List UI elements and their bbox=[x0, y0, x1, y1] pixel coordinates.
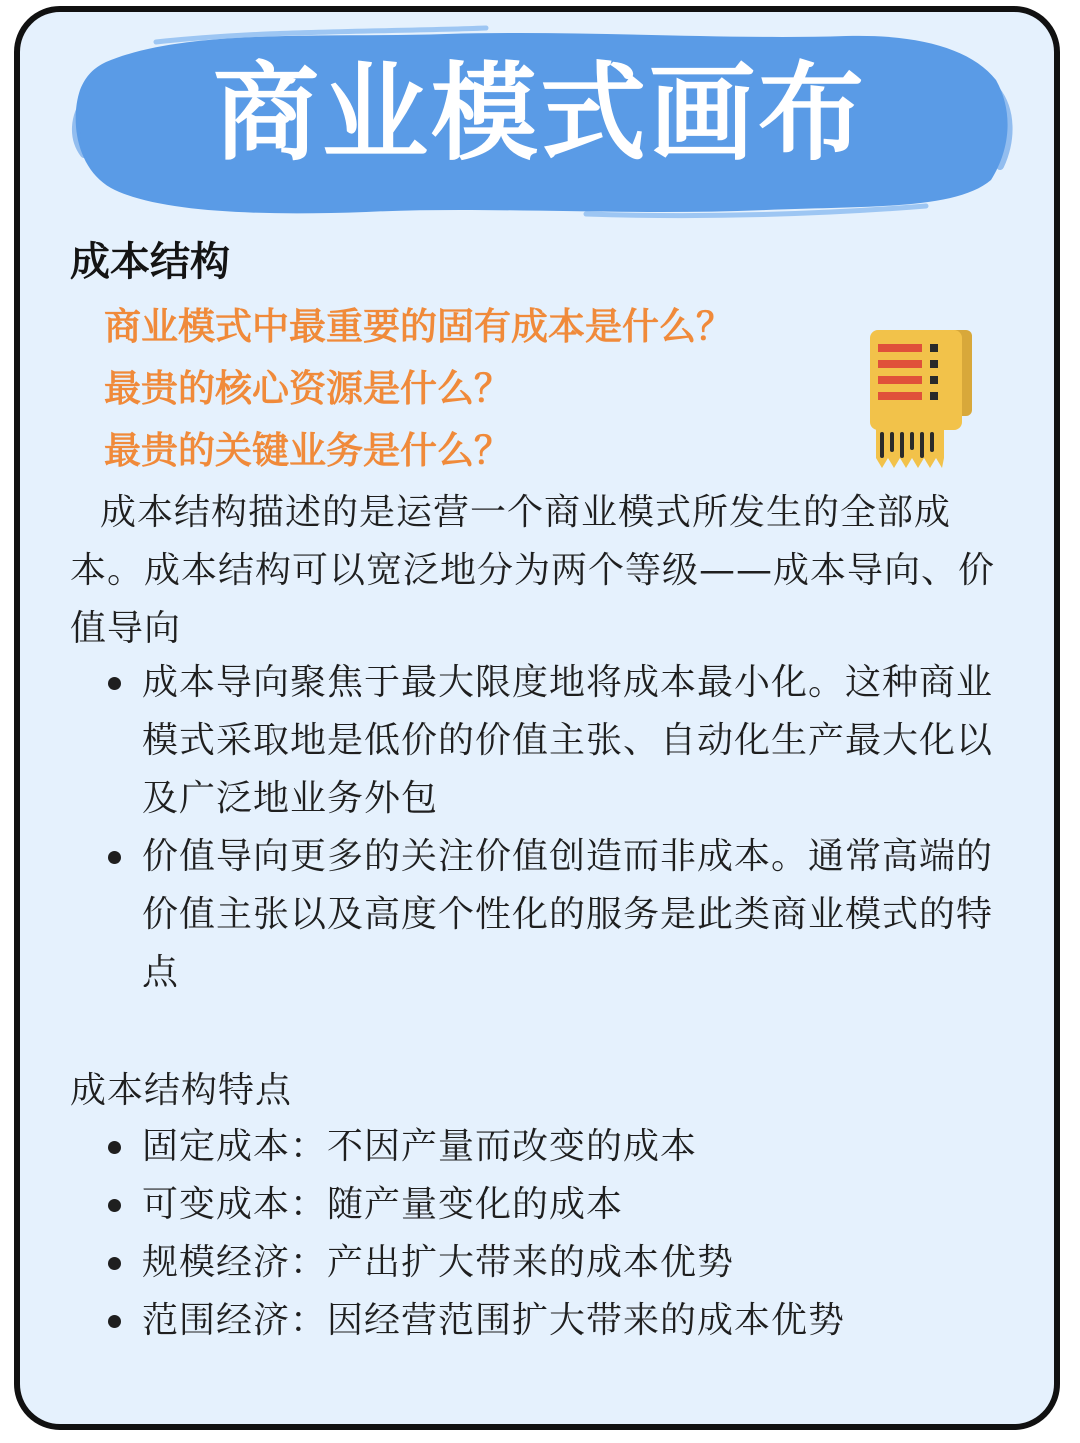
orientation-bullet-list bbox=[70, 654, 1014, 1002]
question-item: 最贵的关键业务是什么？ bbox=[104, 429, 511, 472]
bullet-dot-icon bbox=[108, 1257, 121, 1270]
list-item bbox=[70, 1234, 1014, 1292]
title-banner bbox=[66, 20, 1014, 220]
bullet-dot-icon bbox=[108, 851, 121, 864]
features-heading: 成本结构特点 bbox=[70, 1070, 293, 1111]
bullet-dot-icon bbox=[108, 1315, 121, 1328]
list-item-text: 成本导向聚焦于最大限度地将成本最小化。这种商业模式采取地是低价的价值主张、自动化生产最大化以及广泛地业务外包 bbox=[142, 662, 994, 819]
features-bullet-list bbox=[70, 1118, 1014, 1350]
question-list bbox=[104, 296, 874, 482]
section-heading: 成本结构 bbox=[70, 239, 230, 285]
scroll-document-icon bbox=[866, 326, 976, 472]
question-item: 最贵的核心资源是什么？ bbox=[104, 367, 511, 410]
list-item-text: 可变成本：随产量变化的成本 bbox=[142, 1184, 624, 1225]
bullet-dot-icon bbox=[108, 677, 121, 690]
bullet-dot-icon bbox=[108, 1199, 121, 1212]
list-item bbox=[70, 1292, 1014, 1350]
list-item bbox=[70, 654, 1014, 828]
list-item bbox=[70, 828, 1014, 1002]
list-item-text: 固定成本：不因产量而改变的成本 bbox=[142, 1126, 698, 1167]
bullet-dot-icon bbox=[108, 1141, 121, 1154]
list-item-text: 范围经济：因经营范围扩大带来的成本优势 bbox=[142, 1300, 846, 1341]
list-item-text: 价值导向更多的关注价值创造而非成本。通常高端的价值主张以及高度个性化的服务是此类商业模式的特点 bbox=[142, 836, 994, 993]
list-item bbox=[70, 1118, 1014, 1176]
list-item-text: 规模经济：产出扩大带来的成本优势 bbox=[142, 1242, 735, 1283]
description-paragraph: 成本结构描述的是运营一个商业模式所发生的全部成本。成本结构可以宽泛地分为两个等级——成本导向、价值导向 bbox=[70, 492, 996, 649]
page-title: 商业模式画布 bbox=[213, 52, 867, 175]
list-item bbox=[70, 1176, 1014, 1234]
question-item: 商业模式中最重要的固有成本是什么？ bbox=[104, 305, 733, 348]
